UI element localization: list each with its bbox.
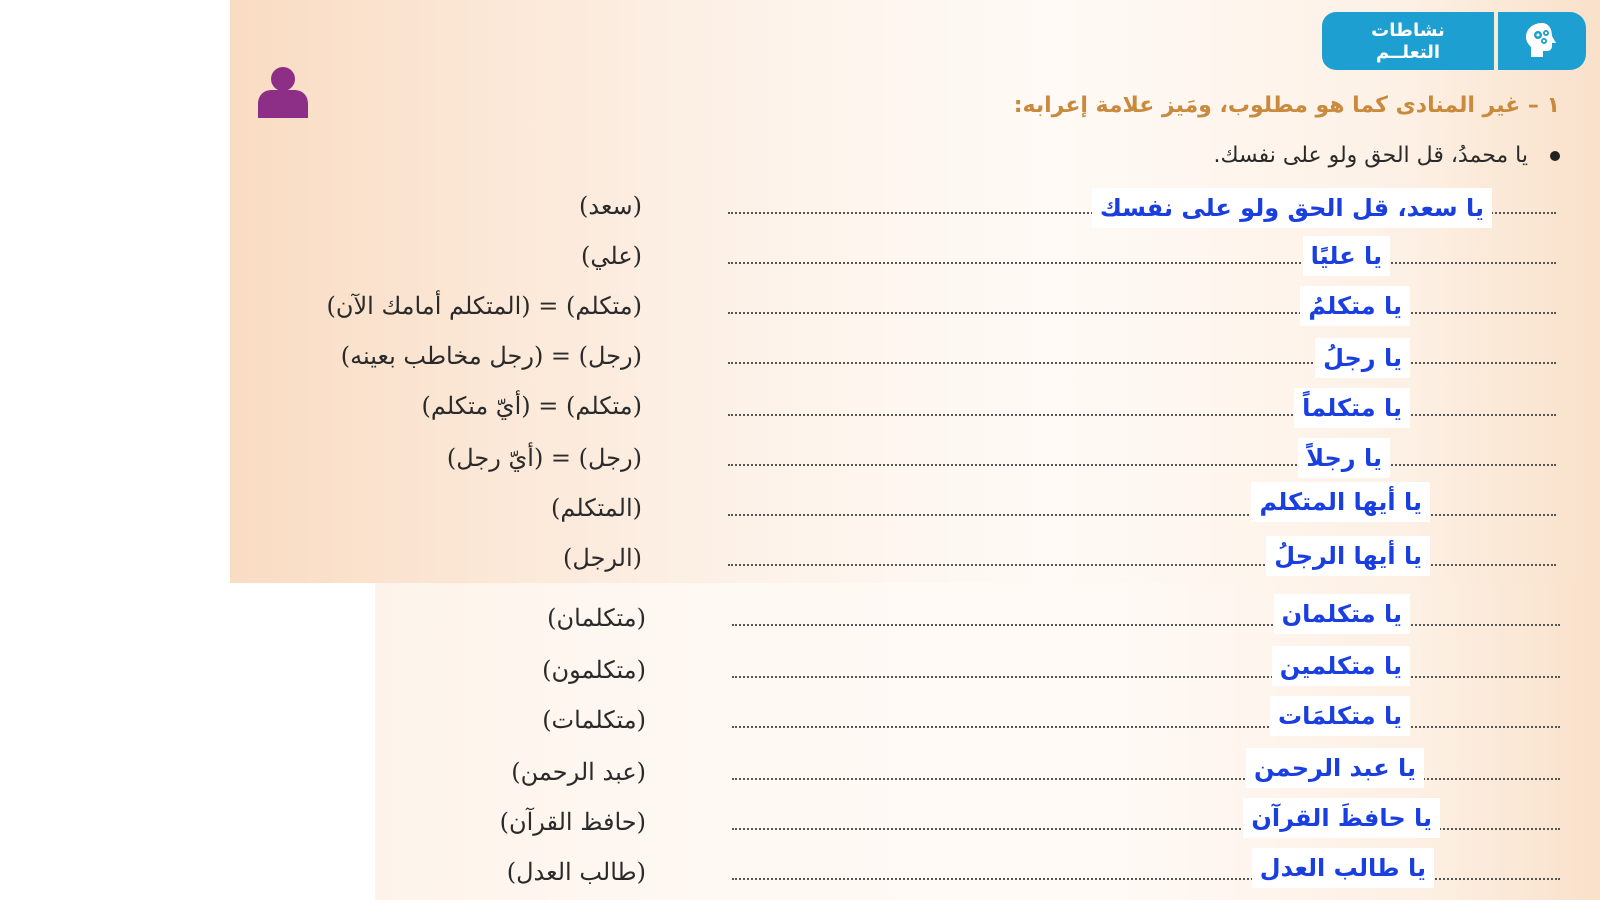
answer-text[interactable]: يا طالب العدل <box>1252 848 1434 888</box>
answer-text[interactable]: يا أيها الرجلُ <box>1266 536 1430 576</box>
answer-text[interactable]: يا متكلماً <box>1294 388 1410 428</box>
badge-line-2: التعلــم <box>1375 42 1441 63</box>
bullet-icon <box>1550 151 1560 161</box>
answer-line <box>728 414 1556 416</box>
exercise-row <box>0 482 1600 532</box>
exercise-row <box>0 434 1600 484</box>
answer-line <box>728 312 1556 314</box>
answer-text[interactable]: يا متكلمان <box>1274 594 1410 634</box>
answer-text[interactable]: يا متكلمُ <box>1300 286 1410 326</box>
exercise-row <box>0 796 1600 846</box>
answer-line <box>732 726 1560 728</box>
exercise-row <box>0 746 1600 796</box>
source-word: (الرجل) <box>563 544 642 572</box>
answer-line <box>728 262 1556 264</box>
exercise-row <box>0 694 1600 744</box>
exercise-row <box>0 332 1600 382</box>
source-word: (سعد) <box>578 192 642 220</box>
answer-text[interactable]: يا رجلاً <box>1298 438 1390 478</box>
source-word: (رجل) = (رجل مخاطب بعينه) <box>340 342 642 370</box>
badge-icon-box <box>1498 12 1586 70</box>
exercise-instruction: ١ – غير المنادى كما هو مطلوب، ومَيز علامة إعرابه: <box>1013 93 1560 118</box>
exercise-row <box>0 232 1600 282</box>
answer-text[interactable]: يا سعد، قل الحق ولو على نفسك <box>1092 188 1492 228</box>
answer-text[interactable]: يا رجلُ <box>1315 338 1410 378</box>
answer-line <box>728 564 1556 566</box>
person-icon <box>256 66 310 118</box>
source-word: (عبد الرحمن) <box>511 758 646 786</box>
exercise-row <box>0 644 1600 694</box>
source-word: (طالب العدل) <box>506 858 646 886</box>
exercise-row <box>0 592 1600 642</box>
source-word: (المتكلم) <box>551 494 642 522</box>
exercise-row <box>0 846 1600 896</box>
answer-line <box>728 362 1556 364</box>
answer-line <box>728 514 1556 516</box>
answer-line <box>732 878 1560 880</box>
badge-line-1: نشاطات <box>1371 20 1445 41</box>
source-word: (متكلمات) <box>542 706 646 734</box>
learning-activities-badge <box>1322 12 1494 70</box>
example-sentence <box>1040 136 1560 176</box>
answer-line <box>732 676 1560 678</box>
source-word: (متكلم) = (المتكلم أمامك الآن) <box>326 292 642 320</box>
answer-line <box>728 464 1556 466</box>
exercise-row <box>0 384 1600 434</box>
exercise-row <box>0 532 1600 582</box>
answer-text[interactable]: يا أيها المتكلم <box>1251 482 1430 522</box>
source-word: (متكلمون) <box>542 656 646 684</box>
answer-text[interactable]: يا حافظَ القرآن <box>1243 798 1440 838</box>
source-word: (متكلم) = (أيّ متكلم) <box>421 392 642 420</box>
source-word: (علي) <box>581 242 642 270</box>
answer-text[interactable]: يا عليًا <box>1303 236 1390 276</box>
answer-text[interactable]: يا متكلمَات <box>1270 696 1410 736</box>
example-text: يا محمدُ، قل الحق ولو على نفسك. <box>1213 143 1528 168</box>
answer-text[interactable]: يا عبد الرحمن <box>1246 748 1424 788</box>
answer-line <box>732 778 1560 780</box>
source-word: (حافظ القرآن) <box>499 808 646 836</box>
source-word: (متكلمان) <box>547 604 646 632</box>
brain-gears-icon <box>1518 17 1566 65</box>
exercise-row <box>0 282 1600 332</box>
answer-text[interactable]: يا متكلمين <box>1272 646 1410 686</box>
source-word: (رجل) = (أيّ رجل) <box>446 444 642 472</box>
exercise-row <box>0 182 1600 232</box>
answer-line <box>732 624 1560 626</box>
